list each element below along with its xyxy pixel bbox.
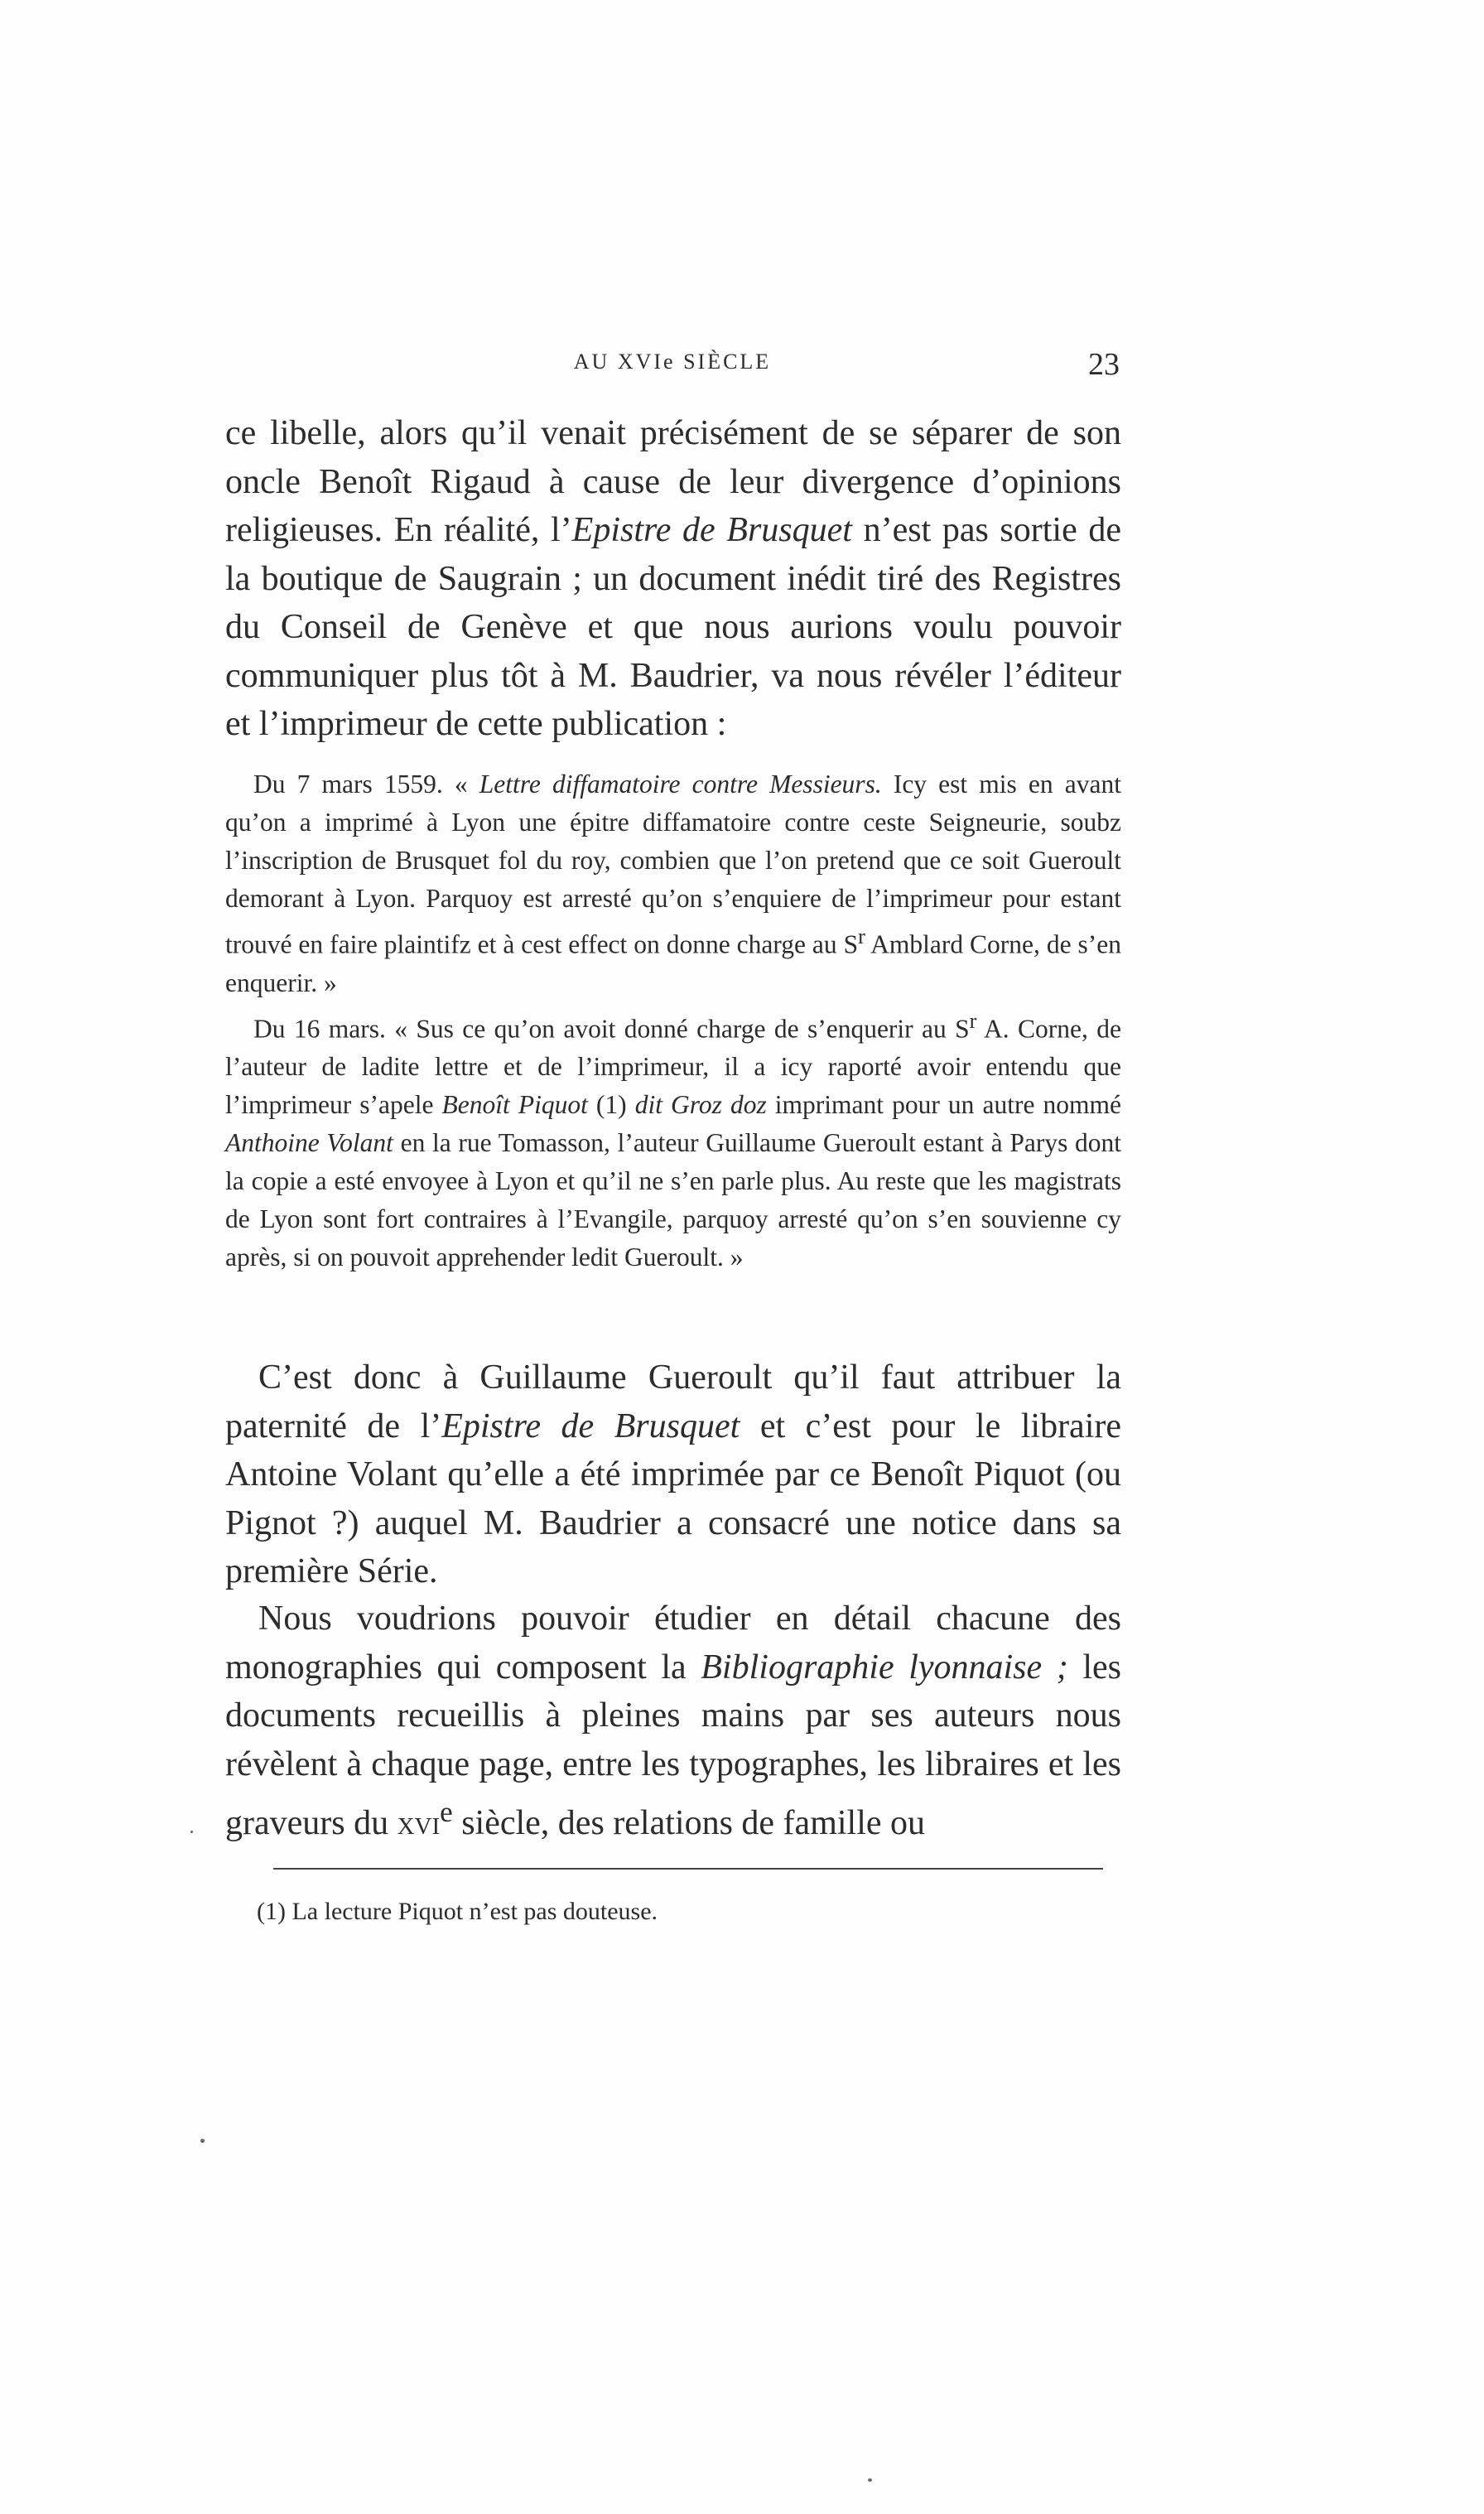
quote-2-text-f: imprimant pour un autre nommé bbox=[766, 1090, 1121, 1119]
paragraph-3-text-a: Nous voudrions pouvoir étudier en détail chacune des monographies qui composent la bbox=[225, 1600, 1121, 1686]
paragraph-2-text-a: C’est donc à Guillaume Gueroult qu’il faut attribuer la paternité de l’ bbox=[225, 1358, 1121, 1445]
paragraph-3-century-sup: e bbox=[440, 1796, 453, 1828]
quote-2-sup: r bbox=[969, 1008, 977, 1033]
paragraph-3-century: xvi bbox=[397, 1804, 441, 1842]
quote-2-italic-piquot: Benoît Piquot bbox=[441, 1090, 588, 1119]
quote-1-text-d: Amblard Corne, de s’en enquerir. » bbox=[225, 929, 1121, 997]
quote-entry-7-mars bbox=[225, 765, 1121, 1002]
quote-2-italic-volant: Anthoine Volant bbox=[225, 1128, 393, 1157]
quote-2-footnote-ref: (1) bbox=[587, 1090, 635, 1119]
paragraph-3-text-e: siècle, des relations de famille ou bbox=[452, 1804, 926, 1842]
footnote bbox=[257, 1895, 1085, 1928]
registry-quote bbox=[225, 765, 1121, 1276]
paragraph-2-text-c: et c’est pour le libraire Antoine Volant qu’elle a été imprimée par ce Benoît Piquot (ou Pignot ?) auquel M. Baudrier a consacré une notice dans sa première Série. bbox=[225, 1407, 1122, 1590]
quote-1-text-c: Icy est mis en avant qu’on a imprimé à Lyon une épitre diffamatoire contre ceste Seigneurie, soubz l’inscription de Brusquet fol du roy, combien que l’on pretend que ce soit Gueroult demorant à Lyon. Parquoy est arresté qu’on s’enquiere de l’imprimeur pour estant trouvé en faire plaintifz et à cest effect on donne charge au S bbox=[225, 770, 1122, 959]
paper-speck bbox=[868, 2478, 872, 2482]
footnote-text: La lecture Piquot n’est pas douteuse. bbox=[285, 1898, 658, 1925]
page-number: 23 bbox=[1088, 347, 1120, 382]
paper-speck bbox=[200, 2139, 205, 2143]
page-header bbox=[225, 346, 1120, 388]
paragraph-3-title-italic: Bibliographie lyonnaise ; bbox=[701, 1648, 1068, 1686]
quote-1-sup: r bbox=[858, 924, 865, 948]
quote-2-text-b: A. Corne, de l’auteur de ladite lettre et de l’imprimeur, il a icy raporté avoir entendu que l’imprimeur s’apele bbox=[225, 1014, 1121, 1119]
running-title: AU XVIe SIÈCLE bbox=[573, 350, 772, 374]
paragraph-1-text-c: n’est pas sortie de la boutique de Saugrain ; un document inédit tiré des Registres du Conseil de Genève et que nous aurions voulu pouvoir communiquer plus tôt à M. Baudrier, va nous révéler l’éditeur et l’imprimeur de cette publication : bbox=[225, 511, 1121, 743]
footnote-rule bbox=[273, 1868, 1103, 1870]
quote-2-text-a: Du 16 mars. « Sus ce qu’on avoit donné charge de s’enquerir au S bbox=[253, 1014, 970, 1043]
paragraph-1-title-italic: Epistre de Brusquet bbox=[571, 511, 852, 549]
quote-entry-16-mars bbox=[225, 1002, 1121, 1277]
paragraph-1-text-a: ce libelle, alors qu’il venait précisément de se séparer de son oncle Benoît Rigaud à cause de leur divergence d’opinions religieuses. En réalité, l’ bbox=[225, 414, 1121, 549]
quote-2-text-h: en la rue Tomasson, l’auteur Guillaume Gueroult estant à Parys dont la copie a esté envoyee à Lyon et qu’il ne s’en parle plus. Au reste que les magistrats de Lyon sont fort contraires à l’Evangile, parquoy arresté qu’on s’en souvienne cy après, si on pouvoit apprehender ledit Gueroult. » bbox=[225, 1128, 1122, 1271]
quote-1-italic: Lettre diffamatoire contre Messieurs. bbox=[479, 770, 882, 799]
footnote-marker: (1) bbox=[257, 1898, 286, 1925]
quote-1-text-a: Du 7 mars 1559. « bbox=[253, 770, 479, 799]
quote-2-italic-dit: dit Groz doz bbox=[634, 1090, 767, 1119]
paragraph-2-title-italic: Epistre de Brusquet bbox=[441, 1407, 740, 1445]
paragraph-1 bbox=[225, 409, 1121, 749]
paper-speck bbox=[190, 1831, 193, 1833]
paragraph-2 bbox=[225, 1354, 1121, 1596]
paragraph-3 bbox=[225, 1595, 1121, 1848]
paragraph-3-text-c: les documents recueillis à pleines mains par ses auteurs nous révèlent à chaque page, entre les typographes, les libraires et les graveurs du bbox=[225, 1648, 1121, 1842]
